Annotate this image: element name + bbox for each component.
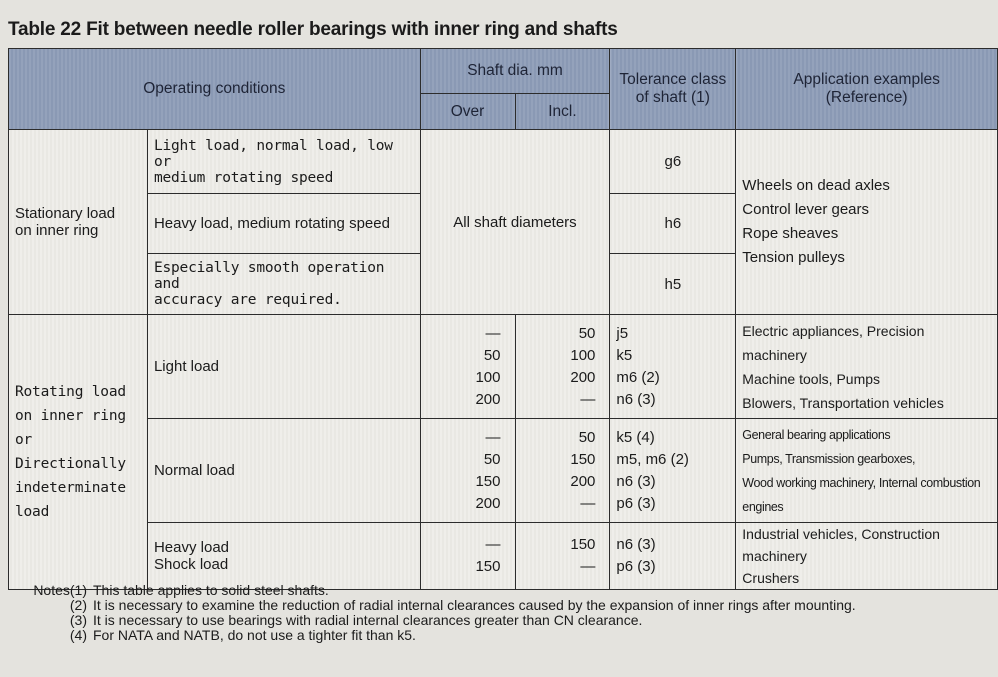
condition-heavy-shock [147,523,420,590]
stationary-label-line1: Stationary load [15,205,116,222]
app-item: Pumps, Transmission gearboxes, [742,451,916,466]
incl-value: 50 [578,428,596,446]
note-4 [14,628,856,643]
stationary-label-line2: on inner ring [15,222,99,239]
tolerance-values [610,523,736,590]
stationary-load-label [9,130,148,315]
tolerance-value: m5, m6 (2) [616,450,689,468]
over-value: — [485,536,501,553]
incl-value: 200 [570,472,596,490]
normal-load-apps [736,419,998,523]
note-3 [14,613,856,628]
condition-line: Light load, normal load, low or [153,137,393,170]
incl-value: — [580,494,596,512]
tolerance-value: n6 (3) [616,536,656,553]
tolerance-value: k5 [616,346,633,364]
incl-values [515,419,610,523]
table-row [9,130,998,194]
header-operating-conditions: Operating conditions [9,49,421,130]
light-load-apps [736,315,998,419]
condition-line: Especially smooth operation and [153,260,385,292]
tolerance-h6: h6 [610,194,736,254]
app-item: Control lever gears [742,201,870,218]
header-incl: Incl. [515,94,610,130]
note-1 [14,583,856,598]
incl-value: — [580,390,596,408]
incl-value: 150 [570,536,596,553]
heavy-load-apps [736,523,998,590]
incl-value: — [580,558,596,575]
header-shaft-dia: Shaft dia. mm [420,49,610,94]
header-application-line1: Application examples [793,71,940,88]
app-item: Electric appliances, Precision machinery [742,322,925,363]
app-item: Wheels on dead axles [742,177,890,194]
tolerance-values [610,419,736,523]
over-value: 200 [475,494,501,512]
table-title: Table 22 Fit between needle roller bearings with inner ring and shafts [8,19,618,40]
tolerance-h5: h5 [610,254,736,315]
incl-value: 100 [570,346,596,364]
table-row [9,315,998,419]
tolerance-value: n6 (3) [616,472,656,490]
note-text: This table applies to solid steel shafts. [93,582,329,598]
condition-line: Heavy load [153,539,230,556]
condition-line: accuracy are required. [153,292,342,308]
over-values [420,315,515,419]
tolerance-value: j5 [616,324,629,342]
tolerance-value: n6 (3) [616,390,656,408]
note-key: (4) [69,627,87,643]
rotating-load-label [9,315,148,590]
note-key: (3) [69,612,87,628]
tolerance-value: p6 (3) [616,494,656,512]
over-value: 50 [483,450,501,468]
condition-line: medium rotating speed [153,169,334,186]
app-item: Crushers [742,570,800,586]
app-item: Machine tools, Pumps [742,370,881,387]
rotating-label-line: load [15,504,50,520]
over-value: 50 [483,346,501,364]
app-item: Tension pulleys [742,249,845,266]
app-item: Wood working machinery, Internal combustion engines [742,475,981,514]
over-value: 200 [475,390,501,408]
tolerance-value: k5 (4) [616,428,655,446]
tolerance-values [610,315,736,419]
table-row [9,419,998,523]
app-item: Blowers, Transportation vehicles [742,394,944,411]
incl-value: 200 [570,368,596,386]
app-item: Rope sheaves [742,225,839,242]
condition-heavy-medium: Heavy load, medium rotating speed [147,194,420,254]
note-text: It is necessary to examine the reduction of radial internal clearances caused by the expansion of inner rings after mounting. [93,597,856,613]
app-item: Industrial vehicles, Construction machinery [742,526,940,564]
note-text: It is necessary to use bearings with radial internal clearances greater than CN clearance. [93,612,643,628]
incl-values [515,523,610,590]
over-value: — [485,324,501,342]
over-values [420,523,515,590]
incl-value: 150 [570,450,596,468]
header-tolerance-line1: Tolerance class [619,71,727,88]
condition-line: Shock load [153,556,229,573]
condition-smooth-accuracy [147,254,420,315]
over-value: 150 [475,472,501,490]
tolerance-g6: g6 [610,130,736,194]
over-value: — [485,428,501,446]
note-2 [14,598,856,613]
over-value: 100 [475,368,501,386]
rotating-label-line: indeterminate [15,480,126,496]
condition-normal-load: Normal load [147,419,420,523]
rotating-label-line: Directionally [15,456,126,472]
rotating-label-line: Rotating load [15,384,126,400]
tolerance-value: m6 (2) [616,368,660,386]
incl-value: 50 [578,324,596,342]
note-key: (2) [69,597,87,613]
condition-light-load: Light load [147,315,420,419]
header-tolerance-class [610,49,736,130]
table-notes [14,583,856,643]
app-item: General bearing applications [742,427,891,442]
over-value: 150 [475,558,501,575]
fit-table [8,48,998,590]
incl-values [515,315,610,419]
notes-label: Notes(1) [33,582,87,598]
rotating-label-line: on inner ring or [15,408,126,448]
over-values [420,419,515,523]
condition-light-normal [147,130,420,194]
header-application-line2: (Reference) [825,89,908,106]
header-tolerance-line2: of shaft (1) [635,89,710,106]
table-row [9,523,998,590]
header-over: Over [420,94,515,130]
shaft-all-diameters: All shaft diameters [420,130,610,315]
tolerance-value: p6 (3) [616,558,656,575]
header-application-examples [736,49,998,130]
note-text: For NATA and NATB, do not use a tighter fit than k5. [93,627,416,643]
stationary-apps [736,130,998,315]
